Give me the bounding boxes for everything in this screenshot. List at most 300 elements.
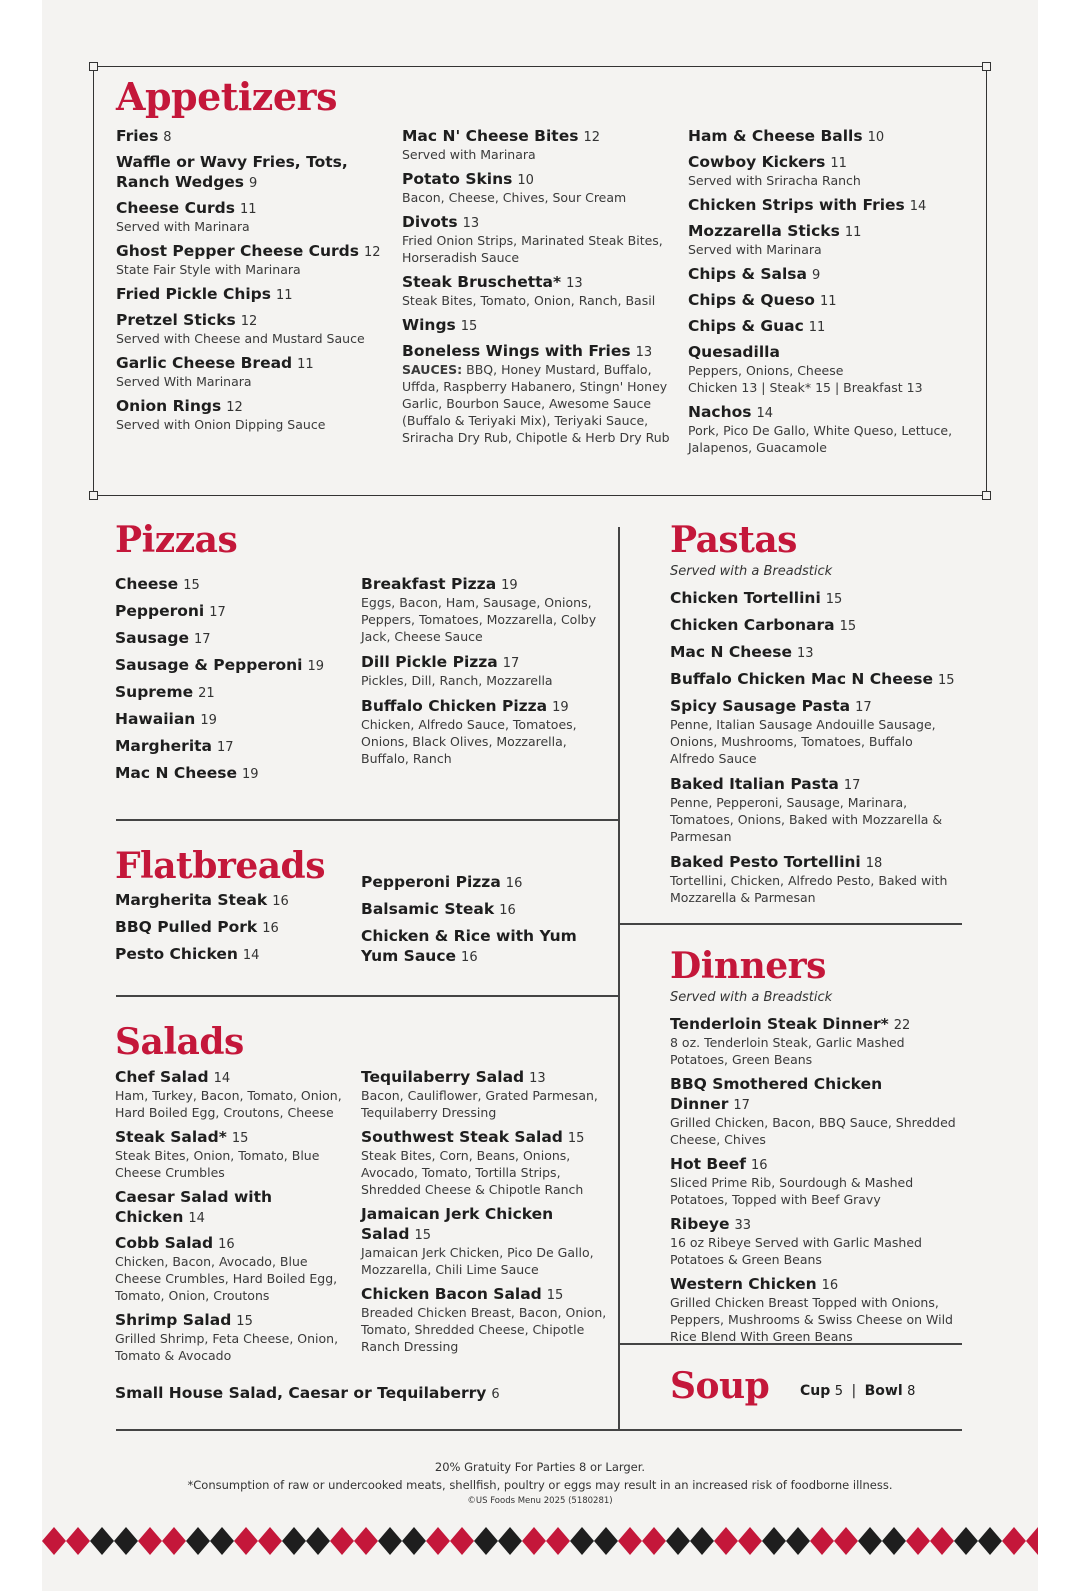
diamond-shape — [690, 1527, 714, 1555]
pastas-title: Pastas — [670, 519, 797, 561]
diamond-shape — [498, 1527, 522, 1555]
appetizers-title: Appetizers — [116, 74, 337, 119]
menu-item — [402, 315, 677, 335]
diamond-shape — [114, 1527, 138, 1555]
diamond-shape — [810, 1527, 834, 1555]
item-description: Chicken, Alfredo Sauce, Tomatoes, Onions, Black Olives, Mozzarella, Buffalo, Ranch — [361, 717, 577, 766]
menu-item — [670, 588, 960, 608]
diamond-shape — [714, 1527, 738, 1555]
consumption-warning: *Consumption of raw or undercooked meats, shellfish, poultry or eggs may result in an increased risk of foodborne illness. — [187, 1478, 893, 1492]
diamond-shape — [522, 1527, 546, 1555]
item-description: Grilled Shrimp, Feta Cheese, Onion, Tomato & Avocado — [115, 1331, 339, 1363]
box-corner — [982, 491, 991, 500]
item-price: 19 — [501, 578, 518, 593]
item-description: Served with Cheese and Mustard Sauce — [116, 331, 365, 346]
diamond-shape — [66, 1527, 90, 1555]
item-name: BBQ Pulled Pork — [115, 918, 258, 936]
item-description: Eggs, Bacon, Ham, Sausage, Onions, Peppers, Tomatoes, Mozzarella, Colby Jack, Cheese Sauce — [361, 595, 597, 644]
item-price: 16 — [262, 921, 279, 936]
item-name: Ribeye — [670, 1215, 730, 1233]
item-price: 14 — [213, 1071, 231, 1086]
item-name: Sausage & Pepperoni — [115, 656, 303, 674]
item-price: 14 — [242, 948, 260, 963]
item-description: Steak Bites, Onion, Tomato, Blue Cheese Crumbles — [115, 1148, 320, 1180]
item-name: Hot Beef — [670, 1155, 747, 1173]
item-description: State Fair Style with Marinara — [116, 262, 301, 277]
item-name: Western Chicken — [670, 1275, 817, 1293]
item-price: 15 — [236, 1314, 253, 1329]
item-name: Steak Salad* — [115, 1128, 227, 1146]
item-name: Garlic Cheese Bread — [116, 354, 293, 372]
center-divider — [618, 527, 620, 1429]
item-price: 10 — [867, 130, 885, 145]
menu-item — [116, 241, 386, 278]
item-price: 21 — [198, 686, 215, 701]
item-name: Southwest Steak Salad — [361, 1128, 563, 1146]
item-price: 33 — [734, 1218, 752, 1233]
menu-item — [116, 353, 386, 390]
item-name: Mac N' Cheese Bites — [402, 127, 579, 145]
item-price: 11 — [844, 225, 862, 240]
item-description: Served with Marinara — [116, 219, 250, 234]
diamond-shape — [834, 1527, 858, 1555]
item-price: 13 — [462, 216, 480, 231]
item-name: Caesar Salad with Chicken — [115, 1188, 273, 1226]
item-description: Served with Sriracha Ranch — [688, 173, 861, 188]
menu-item — [361, 1284, 611, 1355]
item-name: Small House Salad, Caesar or Tequilaberry — [115, 1384, 487, 1402]
item-price: 15 — [460, 319, 478, 334]
flatbreads-title: Flatbreads — [115, 845, 325, 887]
item-name: Tenderloin Steak Dinner* — [670, 1015, 889, 1033]
salads-column-1 — [115, 1067, 350, 1370]
diamond-shape — [738, 1527, 762, 1555]
menu-item — [402, 169, 677, 206]
item-name: Balsamic Steak — [361, 900, 495, 918]
item-name: Pepperoni — [115, 602, 205, 620]
item-name: Chicken Bacon Salad — [361, 1285, 542, 1303]
item-name: Chips & Guac — [688, 317, 804, 335]
cup-price: 5 — [834, 1384, 843, 1399]
menu-item — [670, 642, 960, 662]
menu-item — [688, 152, 973, 189]
menu-item — [361, 926, 591, 966]
menu-item — [688, 290, 973, 310]
item-price: 14 — [909, 199, 927, 214]
item-price: 16 — [272, 894, 289, 909]
menu-item — [688, 264, 973, 284]
item-name: Chicken & Rice with Yum Yum Sauce — [361, 927, 577, 965]
menu-item — [115, 682, 345, 702]
menu-item — [115, 628, 345, 648]
item-name: Chicken Carbonara — [670, 616, 835, 634]
item-description: Grilled Chicken, Bacon, BBQ Sauce, Shredded Cheese, Chives — [670, 1115, 956, 1147]
item-price: 17 — [217, 740, 234, 755]
item-name: Hawaiian — [115, 710, 196, 728]
menu-item — [670, 669, 960, 689]
menu-item — [361, 1127, 611, 1198]
appetizers-column-1 — [116, 126, 386, 439]
item-price: 17 — [502, 656, 520, 671]
item-name: Steak Bruschetta* — [402, 273, 562, 291]
item-name: Fries — [116, 127, 159, 145]
soup-prices — [800, 1383, 915, 1399]
item-description: Pork, Pico De Gallo, White Queso, Lettuce, Jalapenos, Guacamole — [688, 423, 953, 455]
item-name: Cowboy Kickers — [688, 153, 826, 171]
item-name: Margherita Steak — [115, 891, 268, 909]
item-price: 11 — [239, 202, 257, 217]
item-name: Jamaican Jerk Chicken Salad — [361, 1205, 554, 1243]
menu-item — [116, 396, 386, 433]
item-description: Bacon, Cauliflower, Grated Parmesan, Tequilaberry Dressing — [361, 1088, 598, 1120]
item-price: 9 — [249, 176, 258, 191]
dinners-column — [670, 1014, 960, 1351]
menu-item — [361, 574, 611, 645]
divider-pastas-dinners — [618, 923, 962, 925]
item-name: Baked Pesto Tortellini — [670, 853, 861, 871]
diamond-shape — [354, 1527, 378, 1555]
menu-item — [688, 342, 973, 379]
menu-item — [361, 872, 591, 892]
item-price: 19 — [200, 713, 217, 728]
item-description: Fried Onion Strips, Marinated Steak Bites, Horseradish Sauce — [402, 233, 663, 265]
menu-item — [402, 272, 677, 309]
diamond-shape — [786, 1527, 810, 1555]
diamond-shape — [426, 1527, 450, 1555]
soup-title: Soup — [670, 1365, 770, 1407]
menu-item — [361, 652, 611, 689]
sauces-list: BBQ, Honey Mustard, Buffalo, Uffda, Raspberry Habanero, Stingn' Honey Garlic, Bourbon Sauce, Awesome Sauce (Buffalo & Teriyaki Mix), Teriyaki Sauce, Sriracha Dry Rub, Chipotle & Herb Dry Rub — [402, 362, 670, 445]
item-description: 16 oz Ribeye Served with Garlic Mashed Potatoes & Green Beans — [670, 1235, 922, 1267]
item-price: 15 — [825, 592, 843, 607]
item-description: Served with Marinara — [402, 147, 536, 162]
diamond-shape — [1002, 1527, 1026, 1555]
appetizers-column-3 — [688, 126, 973, 456]
item-description: Penne, Pepperoni, Sausage, Marinara, Tomatoes, Onions, Baked with Mozzarella & Parmesan — [670, 795, 943, 844]
item-name: Chips & Queso — [688, 291, 815, 309]
box-corner — [89, 62, 98, 71]
menu-item — [670, 774, 960, 845]
item-name: Cheese — [115, 575, 179, 593]
box-corner — [89, 491, 98, 500]
menu-item — [688, 402, 973, 456]
diamond-shape — [666, 1527, 690, 1555]
diamond-shape — [762, 1527, 786, 1555]
pastas-note: Served with a Breadstick — [670, 564, 833, 579]
pizzas-title: Pizzas — [115, 519, 238, 561]
item-name: Baked Italian Pasta — [670, 775, 839, 793]
item-name: Shrimp Salad — [115, 1311, 232, 1329]
item-name: Potato Skins — [402, 170, 513, 188]
diamond-shape — [906, 1527, 930, 1555]
diamond-shape — [978, 1527, 1002, 1555]
gratuity-note: 20% Gratuity For Parties 8 or Larger. — [434, 1460, 646, 1474]
menu-item — [115, 1067, 350, 1121]
bowl-price: 8 — [907, 1384, 916, 1399]
menu-item — [670, 615, 960, 635]
item-description: Grilled Chicken Breast Topped with Onions, Peppers, Mushrooms & Swiss Cheese on Wild Rice Blend With Green Beans — [670, 1295, 953, 1344]
item-name: Ham & Cheese Balls — [688, 127, 863, 145]
item-name: Chips & Salsa — [688, 265, 807, 283]
item-name: Onion Rings — [116, 397, 222, 415]
item-price: 16 — [505, 876, 523, 891]
item-price: 15 — [183, 578, 200, 593]
dinners-note: Served with a Breadstick — [670, 990, 833, 1005]
item-price: 11 — [819, 294, 837, 309]
item-description: Tortellini, Chicken, Alfredo Pesto, Baked with Mozzarella & Parmesan — [670, 873, 948, 905]
diamond-shape — [234, 1527, 258, 1555]
diamond-shape — [402, 1527, 426, 1555]
item-price: 14 — [188, 1211, 205, 1226]
divider-flatbreads-salads — [116, 995, 618, 997]
diamond-shape — [186, 1527, 210, 1555]
item-price: 17 — [733, 1098, 750, 1113]
salads-side-item — [115, 1383, 595, 1403]
diamond-shape — [930, 1527, 954, 1555]
item-description: Chicken, Bacon, Avocado, Blue Cheese Crumbles, Hard Boiled Egg, Tomato, Onion, Croutons — [115, 1254, 338, 1303]
item-price: 16 — [751, 1158, 768, 1173]
item-price: 12 — [226, 400, 243, 415]
menu-item — [361, 1067, 611, 1121]
item-name: Chicken Strips with Fries — [688, 196, 905, 214]
cup-label: Cup — [800, 1383, 831, 1399]
salads-title: Salads — [115, 1021, 244, 1063]
item-name: Chef Salad — [115, 1068, 209, 1086]
menu-item — [115, 736, 345, 756]
menu-item — [116, 152, 386, 192]
item-price: 13 — [635, 345, 653, 360]
copyright — [0, 1496, 1080, 1506]
menu-item — [688, 221, 973, 258]
menu-item — [670, 1274, 960, 1345]
item-price: 22 — [893, 1018, 911, 1033]
copyright-text: ©US Foods Menu 2025 — [467, 1496, 566, 1506]
item-name: Pesto Chicken — [115, 945, 238, 963]
menu-item — [688, 195, 973, 215]
item-description: Penne, Italian Sausage Andouille Sausage, Onions, Mushrooms, Tomatoes, Buffalo Alfredo Sauce — [670, 717, 936, 766]
menu-code: (5180281) — [568, 1496, 613, 1506]
item-price: 10 — [517, 173, 534, 188]
menu-item — [115, 655, 345, 675]
item-price: 16 — [461, 950, 478, 965]
item-price: 11 — [276, 288, 293, 303]
item-name: Mac N Cheese — [115, 764, 238, 782]
item-name: Waffle or Wavy Fries, Tots, Ranch Wedges — [116, 153, 348, 191]
item-price: 11 — [808, 320, 826, 335]
diamond-shape — [162, 1527, 186, 1555]
diamond-shape — [642, 1527, 666, 1555]
pizzas-column-1 — [115, 574, 345, 790]
box-corner — [982, 62, 991, 71]
menu-item — [670, 1154, 960, 1208]
menu-item — [115, 709, 345, 729]
item-price: 12 — [364, 245, 381, 260]
menu-item — [116, 284, 386, 304]
diamond-shape — [882, 1527, 906, 1555]
item-price: 9 — [811, 268, 821, 283]
item-price: 12 — [583, 130, 600, 145]
diamond-shape — [306, 1527, 330, 1555]
item-name: Mac N Cheese — [670, 643, 793, 661]
menu-item — [402, 212, 677, 266]
item-description: Pickles, Dill, Ranch, Mozzarella — [361, 673, 553, 688]
item-name: Pretzel Sticks — [116, 311, 236, 329]
item-name: Supreme — [115, 683, 194, 701]
menu-item — [361, 899, 591, 919]
item-description: Peppers, Onions, Cheese — [688, 363, 844, 378]
item-price: 15 — [937, 673, 955, 688]
diamond-shape — [594, 1527, 618, 1555]
item-price: 19 — [242, 767, 259, 782]
item-name: BBQ Smothered Chicken Dinner — [670, 1075, 883, 1113]
item-price: 15 — [839, 619, 857, 634]
diamond-shape — [90, 1527, 114, 1555]
diamond-shape — [1026, 1527, 1038, 1555]
item-name: Spicy Sausage Pasta — [670, 697, 851, 715]
flatbreads-column-1 — [115, 890, 345, 971]
menu-item — [402, 126, 677, 163]
item-description: Served With Marinara — [116, 374, 252, 389]
item-name: Dill Pickle Pizza — [361, 653, 498, 671]
item-name: Margherita — [115, 737, 212, 755]
item-name: Cheese Curds — [116, 199, 235, 217]
soup-separator: | — [851, 1383, 857, 1399]
menu-item — [670, 1214, 960, 1268]
menu-item — [115, 917, 345, 937]
menu-item — [670, 696, 960, 767]
menu-item — [115, 1187, 350, 1227]
diamond-shape — [282, 1527, 306, 1555]
diamond-shape — [138, 1527, 162, 1555]
item-price: 17 — [193, 632, 211, 647]
item-name: Divots — [402, 213, 458, 231]
menu-item — [361, 696, 611, 767]
item-name: Ghost Pepper Cheese Curds — [116, 242, 359, 260]
item-price: 8 — [163, 130, 172, 145]
diamond-shape — [258, 1527, 282, 1555]
diamond-shape — [42, 1527, 66, 1555]
item-price: 16 — [218, 1237, 235, 1252]
pizzas-column-2 — [361, 574, 611, 774]
menu-item — [402, 341, 677, 361]
item-price: 19 — [552, 700, 569, 715]
diamond-shape — [378, 1527, 402, 1555]
menu-item — [115, 1310, 350, 1364]
item-name: Nachos — [688, 403, 752, 421]
item-description: Ham, Turkey, Bacon, Tomato, Onion, Hard Boiled Egg, Croutons, Cheese — [115, 1088, 342, 1120]
item-price: 19 — [307, 659, 325, 674]
appetizers-column-2 — [402, 126, 677, 446]
item-price: 14 — [756, 406, 774, 421]
menu-item — [115, 601, 345, 621]
item-name: Buffalo Chicken Pizza — [361, 697, 548, 715]
menu-item — [115, 763, 345, 783]
item-price: 15 — [414, 1228, 432, 1243]
diamond-shape — [210, 1527, 234, 1555]
menu-item — [670, 1074, 960, 1148]
item-description: Steak Bites, Tomato, Onion, Ranch, Basil — [402, 293, 656, 308]
item-name: Mozzarella Sticks — [688, 222, 840, 240]
bottom-divider — [116, 1429, 962, 1431]
item-description: 8 oz. Tenderloin Steak, Garlic Mashed Potatoes, Green Beans — [670, 1035, 905, 1067]
item-price: 17 — [209, 605, 226, 620]
item-price: 17 — [855, 700, 872, 715]
menu-item — [115, 574, 345, 594]
menu-item — [116, 310, 386, 347]
diamond-shape — [546, 1527, 570, 1555]
item-price: 17 — [843, 778, 861, 793]
bowl-label: Bowl — [864, 1383, 903, 1399]
diamond-shape — [330, 1527, 354, 1555]
item-name: Tequilaberry Salad — [361, 1068, 525, 1086]
item-price: 13 — [566, 276, 583, 291]
item-description: Sliced Prime Rib, Sourdough & Mashed Potatoes, Topped with Beef Gravy — [670, 1175, 914, 1207]
menu-item — [116, 126, 386, 146]
menu-item — [688, 316, 973, 336]
diamond-shape — [858, 1527, 882, 1555]
item-price: 6 — [491, 1387, 500, 1402]
menu-item — [116, 198, 386, 235]
item-name: Cobb Salad — [115, 1234, 214, 1252]
diamond-shape — [474, 1527, 498, 1555]
diamond-shape — [954, 1527, 978, 1555]
item-price: 18 — [865, 856, 883, 871]
menu-item — [115, 890, 345, 910]
item-price: 13 — [529, 1071, 546, 1086]
diamond-shape — [450, 1527, 474, 1555]
dinners-title: Dinners — [670, 945, 826, 987]
item-price: 12 — [240, 314, 258, 329]
item-price: 11 — [830, 156, 847, 171]
divider-pizzas-flatbreads — [116, 819, 618, 821]
menu-item — [115, 1127, 350, 1181]
item-description: Jamaican Jerk Chicken, Pico De Gallo, Mozzarella, Chili Lime Sauce — [361, 1245, 594, 1277]
item-name: Sausage — [115, 629, 189, 647]
item-price: 15 — [567, 1131, 585, 1146]
menu-item — [361, 1204, 611, 1278]
item-price: 16 — [821, 1278, 839, 1293]
item-description: Steak Bites, Corn, Beans, Onions, Avocado, Tomato, Tortilla Strips, Shredded Cheese & Chipotle Ranch — [361, 1148, 584, 1197]
item-price: 13 — [797, 646, 814, 661]
sauces-label: SAUCES: — [402, 362, 463, 377]
menu-item — [688, 126, 973, 146]
item-name: Chicken Tortellini — [670, 589, 821, 607]
item-description: Bacon, Cheese, Chives, Sour Cream — [402, 190, 627, 205]
wing-sauces — [402, 361, 677, 446]
quesadilla-options: Chicken 13 | Steak* 15 | Breakfast 13 — [688, 380, 923, 395]
diamond-pattern-band — [42, 1527, 1038, 1555]
item-name: Boneless Wings with Fries — [402, 342, 631, 360]
item-name: Quesadilla — [688, 343, 780, 361]
menu-item — [670, 852, 960, 906]
item-price: 16 — [499, 903, 516, 918]
item-name: Pepperoni Pizza — [361, 873, 501, 891]
pastas-column — [670, 588, 960, 913]
diamond-shape — [570, 1527, 594, 1555]
item-price: 15 — [231, 1131, 249, 1146]
item-description: Breaded Chicken Breast, Bacon, Onion, Tomato, Shredded Cheese, Chipotle Ranch Dressing — [361, 1305, 607, 1354]
menu-item — [115, 944, 345, 964]
menu-item — [115, 1233, 350, 1304]
flatbreads-column-2 — [361, 872, 591, 973]
item-name: Breakfast Pizza — [361, 575, 497, 593]
diamond-shape — [618, 1527, 642, 1555]
item-description: Served with Marinara — [688, 242, 822, 257]
item-name: Fried Pickle Chips — [116, 285, 271, 303]
menu-item — [670, 1014, 960, 1068]
item-price: 15 — [546, 1288, 564, 1303]
item-price: 11 — [297, 357, 314, 372]
